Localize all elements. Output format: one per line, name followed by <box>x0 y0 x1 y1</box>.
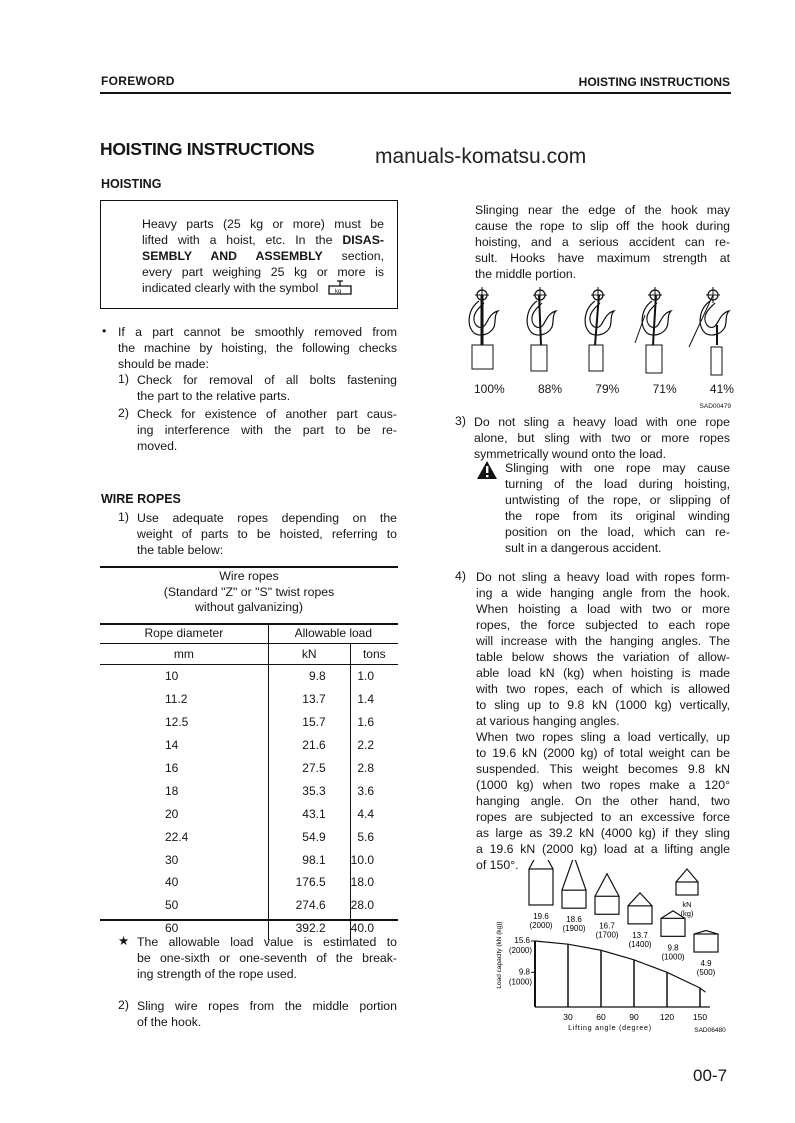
cell-kn: 21.6 <box>268 734 350 757</box>
load-icon-box <box>661 918 685 936</box>
load-icon-box <box>562 890 586 908</box>
text-line: table below shows the variation of allow- <box>476 650 730 664</box>
text-line: of 150°. <box>476 858 519 872</box>
table-row <box>100 757 398 780</box>
point-label-kn: 16.7 <box>599 921 615 931</box>
table-bottom-rule <box>100 919 398 921</box>
hook-strength-label: 88% <box>537 382 563 396</box>
text-line: Sling wire ropes from the middle portion <box>137 999 397 1013</box>
x-axis-label: Lifting angle (degree) <box>568 1025 652 1032</box>
hoist-symbol-icon <box>326 280 354 296</box>
load-icon-box <box>529 869 553 905</box>
cell-kn: 176.5 <box>268 871 350 894</box>
legend-icon-ropes <box>676 869 698 882</box>
cell-tons: 1.6 <box>357 715 374 730</box>
y-tick-label: 15.6 <box>514 935 530 945</box>
bullet-paragraph <box>118 324 397 372</box>
cell-tons: 3.6 <box>357 783 374 798</box>
x-tick-label: 150 <box>692 1012 708 1022</box>
table-row <box>100 711 398 734</box>
point-label-kn: 4.9 <box>700 959 712 969</box>
text-line: the rope from its original winding <box>505 509 730 523</box>
cell-kn: 35.3 <box>268 779 350 802</box>
text-line: turning of the load during hoisting, <box>505 477 730 491</box>
text-line: untwisting of the rope, or slipping of <box>505 493 730 507</box>
unit-tons: tons <box>350 644 398 665</box>
cell-kn: 15.7 <box>268 711 350 734</box>
text-line <box>142 248 384 264</box>
cell-diameter: 60 <box>100 917 268 940</box>
legend-label: kN <box>682 900 692 909</box>
table-row <box>100 779 398 802</box>
text-line: moved. <box>137 439 178 453</box>
table-row <box>100 802 398 825</box>
cell-kn: 98.1 <box>268 848 350 871</box>
load-capacity-chart <box>480 860 742 1040</box>
y-tick-label: 9.8 <box>518 967 530 977</box>
text-line: ing strength of the rope used. <box>137 967 297 981</box>
text-line: hoisting, and a serious accident can re- <box>475 235 730 249</box>
section-heading-wire-ropes: WIRE ROPES <box>101 492 181 506</box>
text-span: lifted with a hoist, etc. In the <box>142 233 343 247</box>
text-line: If a part cannot be smoothly removed from <box>118 325 397 339</box>
text-line: at various hanging angles. <box>476 714 620 728</box>
cell-tons: 4.4 <box>357 806 374 821</box>
text-line: ing interference with the part to be re- <box>137 423 397 437</box>
cell-diameter: 40 <box>100 871 268 894</box>
text-span: indicated clearly with the symbol <box>142 281 319 295</box>
text-span-bold: DISAS- <box>342 233 384 247</box>
text-line: to 19.6 kN (2000 kg) of total weight can be <box>476 746 730 760</box>
cell-diameter: 16 <box>100 757 268 780</box>
table-unit-row <box>100 644 398 665</box>
cell-tons: 5.6 <box>357 829 374 844</box>
point-label-kg: (1900) <box>562 924 586 934</box>
text-span: section, <box>322 249 384 263</box>
table-row <box>100 734 398 757</box>
right-item-4-para-2 <box>476 729 730 873</box>
text-line: with two ropes, each of which is allowed <box>476 682 730 696</box>
hook-strength-label: 41% <box>709 382 734 396</box>
point-label-kg: (1400) <box>628 939 652 949</box>
text-line: to sling up to 9.8 kN (1000 kg) vertically, <box>476 698 730 712</box>
text-line: Do not sling a heavy load with one rope <box>474 415 730 429</box>
text-line: sult. Hooks have maximum strength at <box>475 251 730 265</box>
text-line: Use adequate ropes depending on the <box>137 511 397 525</box>
text-line: Slinging near the edge of the hook may <box>475 203 730 217</box>
text-line: Slinging with one rope may cause <box>505 461 730 475</box>
cell-diameter: 50 <box>100 894 268 917</box>
hook-88 <box>527 287 556 371</box>
text-line: The allowable load value is estimated to <box>137 935 397 949</box>
text-line: weight of parts to be hoisted, referring to <box>137 527 397 541</box>
text-line: sult in a dangerous accident. <box>505 541 662 555</box>
text-line: position on the load, which can re- <box>505 525 730 539</box>
load-icon-box <box>595 896 619 914</box>
table-row <box>100 665 398 688</box>
load-icon-ropes <box>628 893 652 906</box>
text-line: able load kN (kg) when hoisting is made <box>476 666 730 680</box>
page-title: HOISTING INSTRUCTIONS <box>100 139 315 159</box>
cell-diameter: 22.4 <box>100 825 268 848</box>
x-tick-label: 30 <box>563 1012 573 1022</box>
text-line: the part to the relative parts. <box>137 389 291 403</box>
text-line: ropes, the force subjected to each rope <box>476 618 730 632</box>
notice-box <box>100 200 398 309</box>
text-line: When hoisting a load with two or more <box>476 602 730 616</box>
text-line: Check for removal of all bolts fastening <box>137 373 397 387</box>
x-tick-label: 120 <box>659 1012 675 1022</box>
text-line: Heavy parts (25 kg or more) must be <box>142 217 384 231</box>
table-row <box>100 871 398 894</box>
text-line: hanging angle. On the other hand, two <box>476 794 730 808</box>
y-axis-label: Load capacity (kN (kg)) <box>496 921 503 989</box>
point-label-kg: (2000) <box>529 920 553 930</box>
cell-diameter: 12.5 <box>100 711 268 734</box>
warning-icon <box>476 460 498 480</box>
caption-line: (Standard "Z" or "S" twist ropes <box>163 584 335 599</box>
cell-kn: 13.7 <box>268 688 350 711</box>
cell-tons: 18.0 <box>350 875 374 890</box>
bullet-marker: • <box>102 324 107 338</box>
cell-tons: 1.4 <box>357 692 374 707</box>
load-icon-box <box>628 906 652 924</box>
warning-text <box>505 460 730 556</box>
hook-71 <box>635 287 671 373</box>
text-line: suspended. This weight becomes 9.8 kN <box>476 762 730 776</box>
cell-kn: 392.2 <box>268 917 350 940</box>
text-line: be one-sixth or one-seventh of the break- <box>137 951 397 965</box>
cell-kn: 274.6 <box>268 894 350 917</box>
cell-diameter: 14 <box>100 734 268 757</box>
table-body <box>100 665 398 940</box>
item-number: 1) <box>118 510 129 524</box>
text-line: (1000 kg) when two ropes make a 120° <box>476 778 730 792</box>
table-header-row <box>100 623 398 644</box>
svg-text:kg: kg <box>334 289 342 295</box>
hook-strength-figure <box>455 285 740 380</box>
hook-strength-label: 100% <box>474 382 505 396</box>
figure-code: SAD00479 <box>699 403 731 410</box>
wire-rope-table <box>100 623 398 940</box>
watermark: manuals-komatsu.com <box>375 145 587 168</box>
table-row <box>100 848 398 871</box>
text-line: Check for existence of another part caus- <box>137 407 397 421</box>
item-number: 2) <box>118 998 129 1012</box>
wire-ropes-item-2 <box>137 998 397 1030</box>
point-label-kn: 18.6 <box>566 915 582 925</box>
text-line: a 19.6 kN (2000 kg) load at a lifting angle <box>476 842 730 856</box>
text-span-bold: SEMBLY AND ASSEMBLY <box>142 249 323 263</box>
star-note <box>137 934 397 982</box>
text-line: ing a wide hanging angle from the hook. <box>476 586 730 600</box>
legend-icon-box <box>676 882 698 895</box>
section-heading-hoisting: HOISTING <box>101 177 162 191</box>
star-icon: ★ <box>118 934 130 948</box>
text-line: the table below: <box>137 543 224 557</box>
cell-kn: 43.1 <box>268 802 350 825</box>
load-icon-ropes <box>595 874 619 897</box>
point-label-kn: 19.6 <box>533 911 549 921</box>
table-row <box>100 894 398 917</box>
point-label-kg: (1000) <box>661 952 685 962</box>
page-number: 00-7 <box>693 1066 728 1085</box>
x-tick-label: 60 <box>596 1012 606 1022</box>
hook-strength-label: 79% <box>595 382 620 396</box>
header-topic: HOISTING INSTRUCTIONS <box>578 75 730 89</box>
point-label-kg: (1700) <box>595 930 619 940</box>
right-item-4-para-1 <box>476 569 730 729</box>
cell-tons: 28.0 <box>350 898 374 913</box>
capacity-curve <box>535 941 706 992</box>
load-icon-ropes <box>562 860 586 890</box>
load-icon-box <box>694 934 718 952</box>
cell-tons: 40.0 <box>350 921 374 936</box>
cell-diameter: 20 <box>100 802 268 825</box>
check-number: 1) <box>118 372 129 386</box>
col-rope-diameter: Rope diameter <box>100 623 268 644</box>
text-line: every part weighing 25 kg or more is <box>142 265 384 279</box>
legend-label: (kg) <box>680 909 694 918</box>
text-line: will increase with the hanging angles. The <box>476 634 730 648</box>
unit-mm: mm <box>100 644 268 665</box>
cell-diameter: 18 <box>100 779 268 802</box>
text-line: ropes are subjected to an excessive force <box>476 810 730 824</box>
cell-tons: 2.2 <box>357 738 374 753</box>
check-2-text <box>137 406 397 454</box>
text-line: as large as 39.2 kN (4000 kg) if they sling <box>476 826 730 840</box>
hook-41 <box>689 287 729 375</box>
table-caption <box>100 569 398 616</box>
hook-intro <box>475 202 730 282</box>
point-label-kn: 9.8 <box>667 943 679 953</box>
text-line: of the hook. <box>137 1015 202 1029</box>
text-line: When two ropes sling a load vertically, up <box>476 730 730 744</box>
cell-kn: 54.9 <box>268 825 350 848</box>
text-line: should be made: <box>118 357 209 371</box>
caption-line: Wire ropes <box>219 569 279 583</box>
cell-tons: 2.8 <box>357 761 374 775</box>
cell-diameter: 11.2 <box>100 688 268 711</box>
hook-100 <box>469 287 498 369</box>
cell-kn: 9.8 <box>268 665 350 688</box>
chart-figure-code: SAD06480 <box>694 1027 726 1034</box>
caption-line: without galvanizing) <box>194 600 303 614</box>
point-label-kn: 13.7 <box>632 930 648 940</box>
col-allowable-load: Allowable load <box>268 623 398 644</box>
y-tick-label: (2000) <box>508 945 532 955</box>
cell-tons: 1.0 <box>357 669 374 684</box>
wire-ropes-item-1 <box>137 510 397 558</box>
header-rule <box>100 92 731 94</box>
hook-strength-label: 71% <box>652 382 677 396</box>
cell-diameter: 10 <box>100 665 268 688</box>
check-number: 2) <box>118 406 129 420</box>
text-line: symmetrically wound onto the load. <box>474 447 667 461</box>
text-line: cause the rope to slip off the hook during <box>475 219 730 233</box>
text-line: the middle portion. <box>475 267 577 281</box>
text-line: alone, but sling with two or more ropes <box>474 431 730 445</box>
table-top-rule <box>100 566 398 568</box>
header-section: FOREWORD <box>101 74 175 88</box>
table-row <box>100 688 398 711</box>
hook-79 <box>585 287 614 371</box>
y-tick-label: (1000) <box>508 977 532 987</box>
load-icon-ropes <box>529 860 553 869</box>
text-line <box>142 280 384 296</box>
text-line: the machine by hoisting, the following checks <box>118 341 397 355</box>
right-item-3 <box>474 414 730 462</box>
item-number: 3) <box>455 414 466 428</box>
point-label-kg: (500) <box>696 968 716 978</box>
cell-tons: 10.0 <box>350 852 374 867</box>
hook-strength-labels <box>474 382 734 396</box>
text-line <box>142 232 384 248</box>
unit-kn: kN <box>268 644 350 665</box>
item-number: 4) <box>455 569 466 583</box>
x-tick-label: 90 <box>629 1012 639 1022</box>
cell-kn: 27.5 <box>268 757 350 780</box>
cell-diameter: 30 <box>100 848 268 871</box>
check-1-text <box>137 372 397 404</box>
table-row <box>100 825 398 848</box>
text-line: Do not sling a heavy load with ropes form- <box>476 570 730 584</box>
